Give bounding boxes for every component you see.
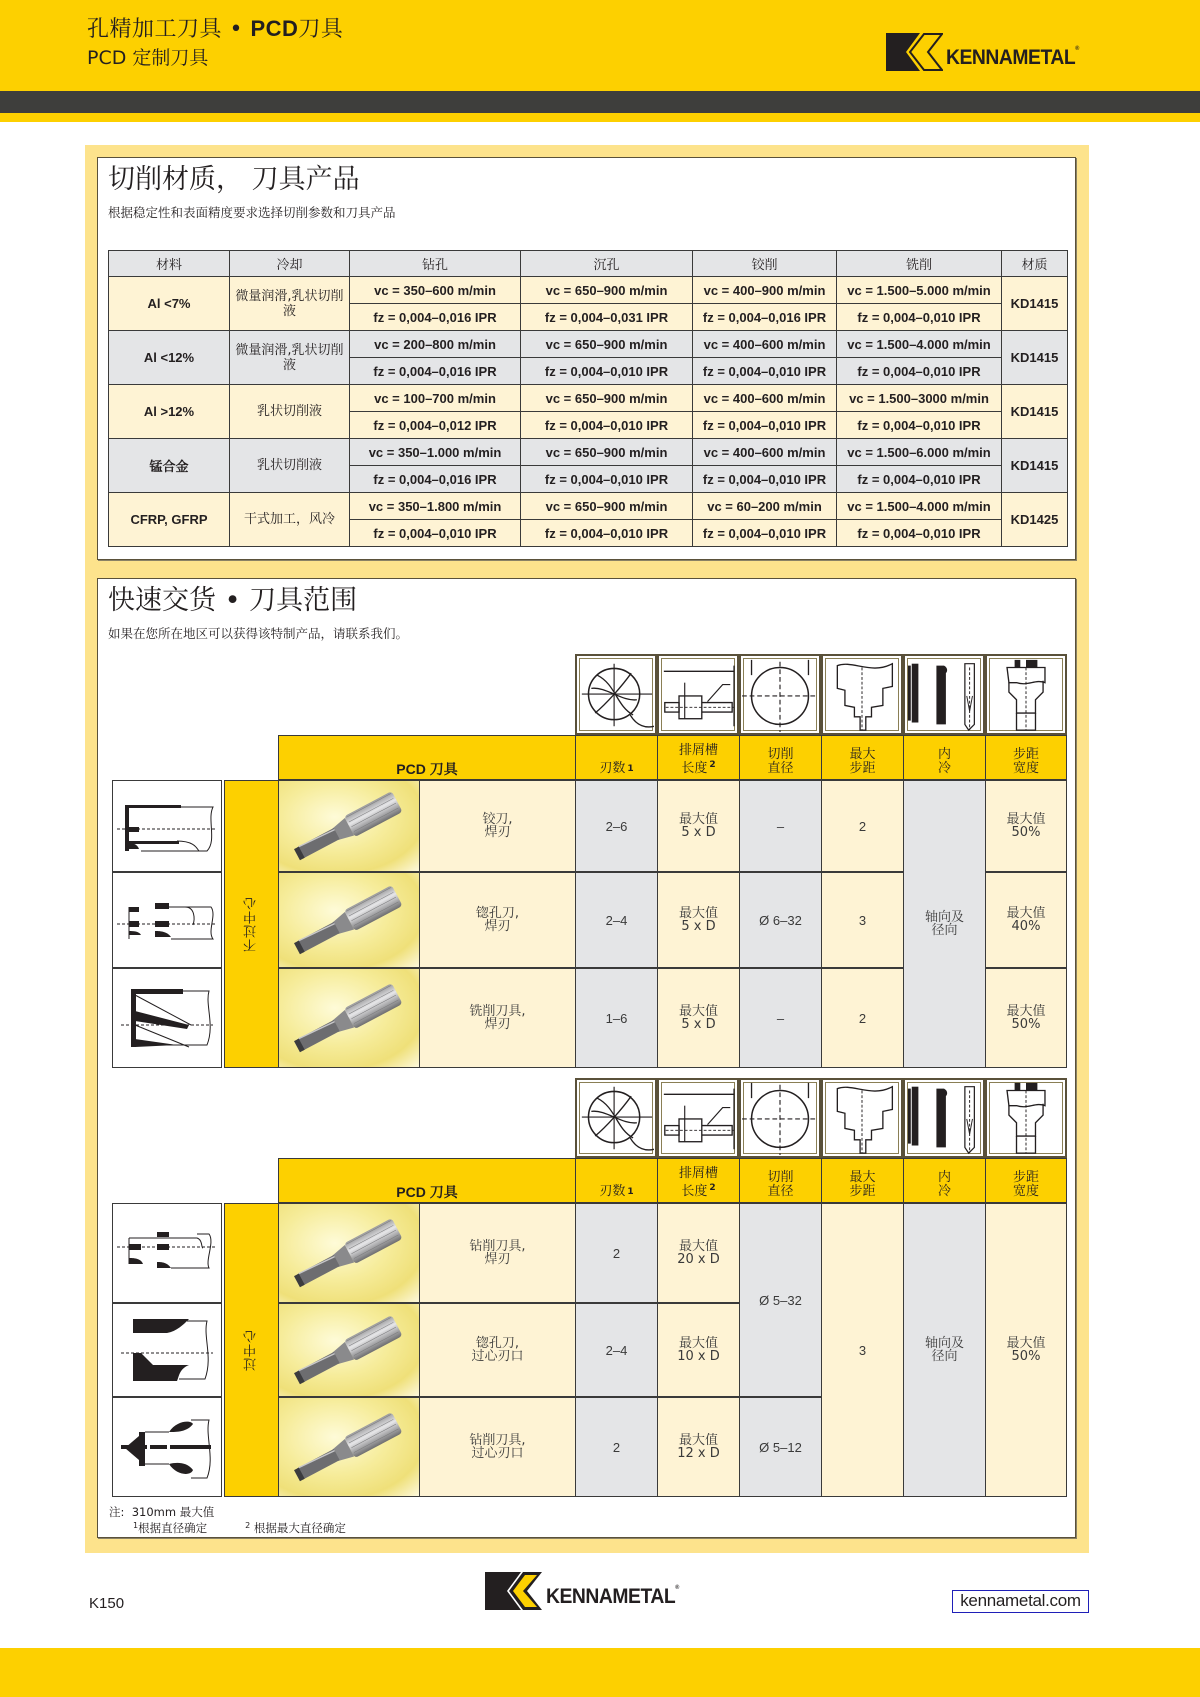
counterbore-fz: fz = 0,004–0,010 IPR: [521, 412, 693, 439]
center-counterbore-image: [278, 1303, 420, 1397]
section-title: 切削材质， 刀具产品: [108, 164, 360, 195]
reaming-vc: vc = 400–600 m/min: [693, 439, 837, 466]
milling-vc: vc = 1.500–4.000 m/min: [837, 331, 1002, 358]
counterbore-fz: fz = 0,004–0,010 IPR: [521, 466, 693, 493]
flutes-icon: [575, 1078, 657, 1158]
max-steps-value: 2: [821, 968, 904, 1068]
reaming-vc: vc = 400–900 m/min: [693, 277, 837, 304]
max-steps-header: 最大 步距: [821, 1158, 904, 1203]
counterbore-vc: vc = 650–900 m/min: [521, 385, 693, 412]
grade-cell: KD1425: [1002, 493, 1068, 547]
tool-name: 钻削刀具, 焊刃: [419, 1203, 576, 1303]
tool-name: 铰刀, 焊刃: [419, 780, 576, 872]
milling-fz: fz = 0,004–0,010 IPR: [837, 466, 1002, 493]
flute-length-header: 排屑槽 长度 $^2$: [657, 735, 740, 780]
milling-fz: fz = 0,004–0,010 IPR: [837, 520, 1002, 547]
kennametal-k-icon: [886, 33, 943, 71]
milling-fz: fz = 0,004–0,010 IPR: [837, 412, 1002, 439]
flute-length-value: 最大值 20 x D: [657, 1203, 740, 1303]
reaming-vc: vc = 400–600 m/min: [693, 385, 837, 412]
milling-fz: fz = 0,004–0,010 IPR: [837, 304, 1002, 331]
drilling-vc: vc = 350–600 m/min: [350, 277, 521, 304]
reamer-diagram: [112, 780, 222, 872]
drilling-fz: fz = 0,004–0,012 IPR: [350, 412, 521, 439]
col-reaming: 铰削: [693, 251, 837, 277]
reaming-vc: vc = 400–600 m/min: [693, 331, 837, 358]
reaming-fz: fz = 0,004–0,010 IPR: [693, 412, 837, 439]
table-row: [109, 385, 1068, 412]
col-coolant: 冷却: [230, 251, 350, 277]
reaming-fz: fz = 0,004–0,010 IPR: [693, 358, 837, 385]
col-material: 材料: [109, 251, 230, 277]
drilling-fz: fz = 0,004–0,016 IPR: [350, 358, 521, 385]
drilling-vc: vc = 200–800 m/min: [350, 331, 521, 358]
drilling-vc: vc = 100–700 m/min: [350, 385, 521, 412]
material-cell: CFRP, GFRP: [109, 493, 230, 547]
pcd-tool-header: PCD 刀具: [278, 1158, 576, 1203]
cutting-diameter-header: 切削 直径: [739, 1158, 822, 1203]
grade-cell: KD1415: [1002, 439, 1068, 493]
cutting-diameter-icon: [739, 1078, 821, 1158]
step-width-value: 最大值 50%: [985, 1203, 1067, 1497]
coolant-cell: 干式加工，风冷: [230, 493, 350, 547]
cutting-diameter-value: –: [739, 968, 822, 1068]
center-cutting-label: 过中心: [224, 1203, 279, 1497]
flutes-header: 刃数 1: [575, 1158, 658, 1203]
section-subtitle: 根据稳定性和表面精度要求选择切削参数和刀具产品: [108, 205, 396, 220]
footer-band: [0, 1648, 1200, 1697]
tool-name: 锪孔刀, 焊刃: [419, 872, 576, 968]
flutes-value: 2–6: [575, 780, 658, 872]
milling-vc: vc = 1.500–3000 m/min: [837, 385, 1002, 412]
coolant-cell: 微量润滑,乳状切削液: [230, 277, 350, 331]
counterbore-image: [278, 872, 420, 968]
coolant-icon: [903, 654, 985, 735]
milling-vc: vc = 1.500–4.000 m/min: [837, 493, 1002, 520]
counterbore-fz: fz = 0,004–0,031 IPR: [521, 304, 693, 331]
col-counterbore: 沉孔: [521, 251, 693, 277]
flutes-value: 2–4: [575, 1303, 658, 1397]
coolant-value: 轴向及 径向: [903, 780, 986, 1068]
center-drill-diagram: [112, 1397, 222, 1497]
coolant-icon: [903, 1078, 985, 1158]
tool-name: 铣削刀具, 焊刃: [419, 968, 576, 1068]
table-row: [109, 439, 1068, 466]
flutes-value: 2: [575, 1203, 658, 1303]
counterbore-fz: fz = 0,004–0,010 IPR: [521, 358, 693, 385]
counterbore-diagram: [112, 872, 222, 968]
milling-vc: vc = 1.500–5.000 m/min: [837, 277, 1002, 304]
table-row: [109, 277, 1068, 304]
grade-cell: KD1415: [1002, 385, 1068, 439]
counterbore-vc: vc = 650–900 m/min: [521, 493, 693, 520]
footnotes: 注: 310mm 最大值 $^1$根据直径确定 $^2$ 根据最大直径确定: [109, 1505, 346, 1535]
milling-vc: vc = 1.500–6.000 m/min: [837, 439, 1002, 466]
center-drill-image: [278, 1397, 420, 1497]
table-header-row: [109, 251, 1068, 277]
coolant-header: 内 冷: [903, 1158, 986, 1203]
flute-length-value: 最大值 10 x D: [657, 1303, 740, 1397]
coolant-header: 内 冷: [903, 735, 986, 780]
counterbore-fz: fz = 0,004–0,010 IPR: [521, 520, 693, 547]
drilling-fz: fz = 0,004–0,010 IPR: [350, 520, 521, 547]
step-width-value: 最大值 50%: [985, 780, 1067, 872]
material-cell: Al <7%: [109, 277, 230, 331]
reamer-image: [278, 780, 420, 872]
table-row: [109, 331, 1068, 358]
grade-cell: KD1415: [1002, 331, 1068, 385]
page-number: K150: [89, 1595, 125, 1612]
col-drilling: 钻孔: [350, 251, 521, 277]
brand-name: KENNAMETAL®: [546, 1585, 679, 1608]
col-milling: 铣削: [837, 251, 1002, 277]
non-center-cutting-label: 不过中心: [224, 780, 279, 1068]
step-width-value: 最大值 40%: [985, 872, 1067, 968]
brand-name: KENNAMETAL®: [946, 46, 1079, 69]
page-subtitle: PCD 定制刀具: [87, 47, 209, 69]
section-title: 快速交货 • 刀具范围: [108, 585, 358, 616]
counterbore-vc: vc = 650–900 m/min: [521, 439, 693, 466]
flutes-value: 1–6: [575, 968, 658, 1068]
material-cell: Al >12%: [109, 385, 230, 439]
header-yellow-stripe: [0, 113, 1200, 122]
kennametal-k-icon: [485, 1572, 543, 1610]
coolant-cell: 乳状切削液: [230, 385, 350, 439]
drill-diagram: [112, 1203, 222, 1303]
kennametal-footer-logo: [485, 1572, 690, 1610]
step-width-header: 步距 宽度: [985, 1158, 1067, 1203]
step-width-header: 步距 宽度: [985, 735, 1067, 780]
reaming-fz: fz = 0,004–0,010 IPR: [693, 466, 837, 493]
counterbore-vc: vc = 650–900 m/min: [521, 331, 693, 358]
step-width-value: 最大值 50%: [985, 968, 1067, 1068]
counterbore-vc: vc = 650–900 m/min: [521, 277, 693, 304]
reaming-fz: fz = 0,004–0,016 IPR: [693, 304, 837, 331]
step-width-icon: [985, 1078, 1067, 1158]
cutting-diameter-value: Ø 5–32: [739, 1203, 822, 1397]
material-cell: Al <12%: [109, 331, 230, 385]
max-steps-header: 最大 步距: [821, 735, 904, 780]
step-width-icon: [985, 654, 1067, 735]
page-title: 孔精加工刀具 • PCD刀具: [87, 16, 344, 42]
max-steps-icon: [821, 1078, 903, 1158]
col-grade: 材质: [1002, 251, 1068, 277]
drilling-vc: vc = 350–1.000 m/min: [350, 439, 521, 466]
header-dark-stripe: [0, 91, 1200, 113]
material-cell: 锰合金: [109, 439, 230, 493]
cutting-diameter-value: –: [739, 780, 822, 872]
max-steps-value: 3: [821, 1203, 904, 1497]
cutting-parameters-table: [108, 250, 1068, 547]
flute-length-icon: [657, 654, 739, 735]
kennametal-logo: [886, 33, 1090, 71]
coolant-cell: 乳状切削液: [230, 439, 350, 493]
cutting-diameter-header: 切削 直径: [739, 735, 822, 780]
milling-cutter-image: [278, 968, 420, 1068]
center-counterbore-diagram: [112, 1303, 222, 1397]
cutting-diameter-value: Ø 6–32: [739, 872, 822, 968]
cutting-diameter-icon: [739, 654, 821, 735]
coolant-cell: 微量润滑,乳状切削液: [230, 331, 350, 385]
drill-image: [278, 1203, 420, 1303]
section-subtitle: 如果在您所在地区可以获得该特制产品，请联系我们。: [108, 626, 409, 641]
max-steps-icon: [821, 654, 903, 735]
tool-name: 钻削刀具, 过心刃口: [419, 1397, 576, 1497]
table-row: [109, 493, 1068, 520]
drilling-vc: vc = 350–1.800 m/min: [350, 493, 521, 520]
flute-length-header: 排屑槽 长度 $^2$: [657, 1158, 740, 1203]
drilling-fz: fz = 0,004–0,016 IPR: [350, 304, 521, 331]
tool-name: 锪孔刀, 过心刃口: [419, 1303, 576, 1397]
flute-length-value: 最大值 5 x D: [657, 968, 740, 1068]
reaming-fz: fz = 0,004–0,010 IPR: [693, 520, 837, 547]
flutes-icon: [575, 654, 657, 735]
website-link[interactable]: kennametal.com: [952, 1590, 1089, 1613]
reaming-vc: vc = 60–200 m/min: [693, 493, 837, 520]
flute-length-value: 最大值 5 x D: [657, 872, 740, 968]
flutes-header: 刃数 1: [575, 735, 658, 780]
max-steps-value: 3: [821, 872, 904, 968]
coolant-value: 轴向及 径向: [903, 1203, 986, 1497]
milling-cutter-diagram: [112, 968, 222, 1068]
drilling-fz: fz = 0,004–0,016 IPR: [350, 466, 521, 493]
milling-fz: fz = 0,004–0,010 IPR: [837, 358, 1002, 385]
flutes-value: 2: [575, 1397, 658, 1497]
flutes-value: 2–4: [575, 872, 658, 968]
cutting-diameter-value: Ø 5–12: [739, 1397, 822, 1497]
flute-length-value: 最大值 5 x D: [657, 780, 740, 872]
max-steps-value: 2: [821, 780, 904, 872]
pcd-tool-header: PCD 刀具: [278, 735, 576, 780]
flute-length-icon: [657, 1078, 739, 1158]
grade-cell: KD1415: [1002, 277, 1068, 331]
flute-length-value: 最大值 12 x D: [657, 1397, 740, 1497]
